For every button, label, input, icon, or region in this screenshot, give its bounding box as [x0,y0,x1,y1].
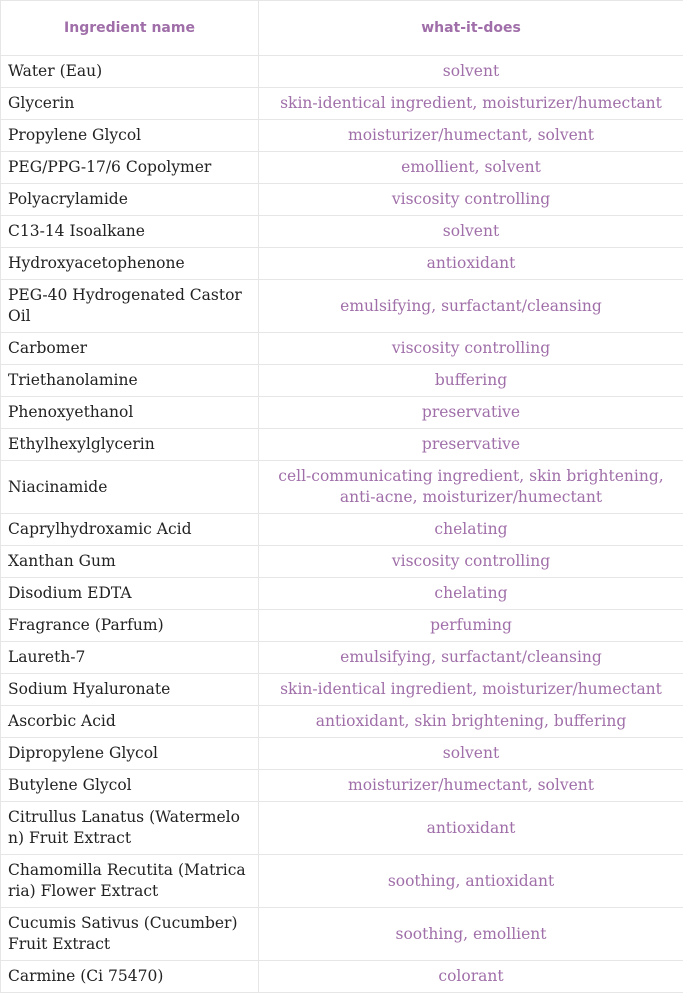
ingredient-name: Propylene Glycol [1,120,259,152]
ingredient-name: Triethanolamine [1,365,259,397]
ingredient-function[interactable]: skin-identical ingredient, moisturizer/humectant [259,88,683,120]
ingredient-name: Citrullus Lanatus (Watermelon) Fruit Extract [1,802,259,855]
ingredient-function[interactable]: perfuming [259,610,683,642]
ingredient-function[interactable]: skin-identical ingredient, moisturizer/humectant [259,674,683,706]
ingredient-name: Ascorbic Acid [1,706,259,738]
ingredient-name: Caprylhydroxamic Acid [1,514,259,546]
ingredient-name: Butylene Glycol [1,770,259,802]
table-row [1,908,683,961]
table-row [1,770,683,802]
ingredient-name: Phenoxyethanol [1,397,259,429]
ingredient-name: Fragrance (Parfum) [1,610,259,642]
table-row [1,610,683,642]
ingredient-name: PEG-40 Hydrogenated Castor Oil [1,280,259,333]
table-row [1,461,683,514]
table-row [1,738,683,770]
ingredient-function[interactable]: preservative [259,429,683,461]
ingredient-function[interactable]: soothing, antioxidant [259,855,683,908]
table-row [1,706,683,738]
table-row [1,802,683,855]
table-row [1,120,683,152]
ingredient-name: Water (Eau) [1,56,259,88]
ingredient-name: Ethylhexylglycerin [1,429,259,461]
ingredient-function[interactable]: antioxidant [259,802,683,855]
table-row [1,88,683,120]
ingredient-function[interactable]: chelating [259,578,683,610]
ingredient-function[interactable]: soothing, emollient [259,908,683,961]
ingredient-function[interactable]: solvent [259,56,683,88]
ingredient-function[interactable]: chelating [259,514,683,546]
ingredient-name: Disodium EDTA [1,578,259,610]
table-row [1,56,683,88]
ingredient-function[interactable]: preservative [259,397,683,429]
table-row [1,546,683,578]
table-row [1,961,683,993]
ingredient-function[interactable]: emulsifying, surfactant/cleansing [259,642,683,674]
ingredient-function[interactable]: moisturizer/humectant, solvent [259,770,683,802]
table-row [1,578,683,610]
table-row [1,333,683,365]
table-row [1,674,683,706]
ingredient-function[interactable]: moisturizer/humectant, solvent [259,120,683,152]
ingredient-name: Polyacrylamide [1,184,259,216]
table-row [1,184,683,216]
header-what-it-does: what-it-does [259,1,683,56]
table-row [1,216,683,248]
ingredient-name: C13-14 Isoalkane [1,216,259,248]
table-row [1,855,683,908]
table-row [1,429,683,461]
ingredient-name: Dipropylene Glycol [1,738,259,770]
ingredient-function[interactable]: antioxidant [259,248,683,280]
ingredient-function[interactable]: viscosity controlling [259,546,683,578]
ingredient-name: Hydroxyacetophenone [1,248,259,280]
ingredient-name: Xanthan Gum [1,546,259,578]
ingredient-function[interactable]: viscosity controlling [259,184,683,216]
table-row [1,365,683,397]
ingredient-name: Glycerin [1,88,259,120]
ingredient-function[interactable]: viscosity controlling [259,333,683,365]
ingredient-name: Laureth-7 [1,642,259,674]
ingredient-function[interactable]: colorant [259,961,683,993]
ingredient-function[interactable]: solvent [259,738,683,770]
ingredient-function[interactable]: antioxidant, skin brightening, buffering [259,706,683,738]
table-row [1,514,683,546]
ingredient-function[interactable]: buffering [259,365,683,397]
table-row [1,152,683,184]
ingredient-function[interactable]: solvent [259,216,683,248]
ingredient-name: Cucumis Sativus (Cucumber) Fruit Extract [1,908,259,961]
ingredient-name: Niacinamide [1,461,259,514]
ingredient-function[interactable]: cell-communicating ingredient, skin brightening, anti-acne, moisturizer/humectant [259,461,683,514]
table-row [1,397,683,429]
ingredient-name: Chamomilla Recutita (Matricaria) Flower Extract [1,855,259,908]
ingredient-name: PEG/PPG-17/6 Copolymer [1,152,259,184]
ingredient-name: Carmine (Ci 75470) [1,961,259,993]
ingredient-function[interactable]: emollient, solvent [259,152,683,184]
ingredient-name: Sodium Hyaluronate [1,674,259,706]
ingredient-name: Carbomer [1,333,259,365]
ingredient-function[interactable]: emulsifying, surfactant/cleansing [259,280,683,333]
header-row [1,1,683,56]
table-row [1,248,683,280]
header-ingredient-name: Ingredient name [1,1,259,56]
table-row [1,280,683,333]
table-row [1,642,683,674]
